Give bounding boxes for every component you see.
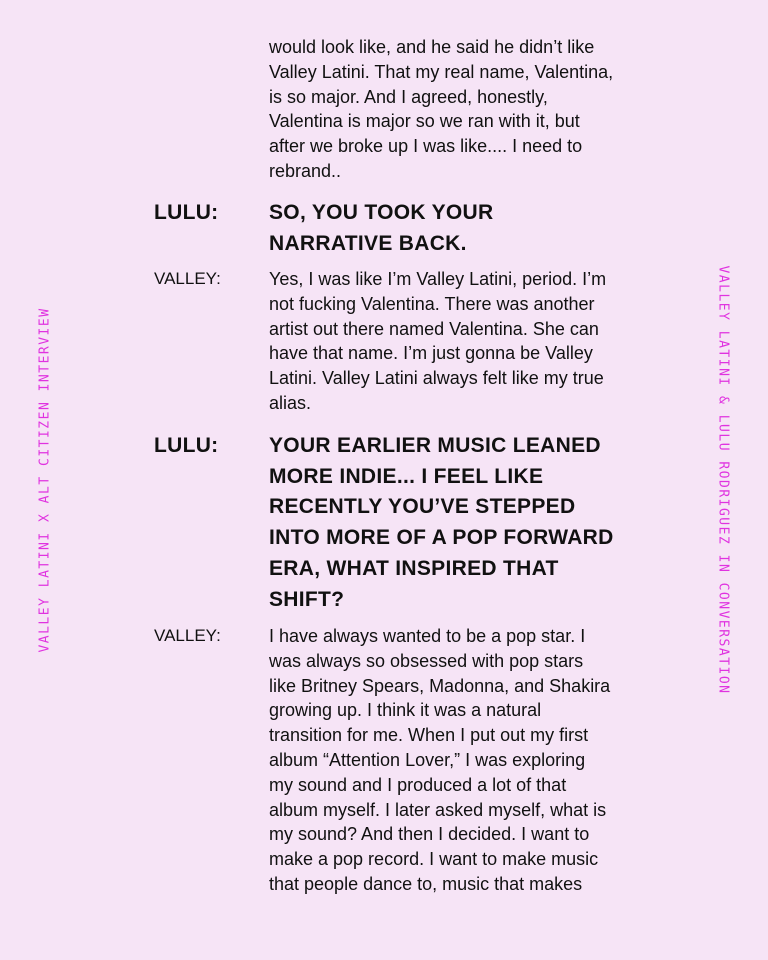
- answer-speaker: VALLEY:: [154, 626, 221, 645]
- question-speaker: LULU:: [154, 201, 219, 224]
- question-text: YOUR EARLIER MUSIC LEANED MORE INDIE... I FEEL LIKE RECENTLY YOU’VE STEPPED INTO MORE OF A POP FORWARD ERA, WHAT INSPIRED THAT SHIFT?: [269, 434, 614, 611]
- side-label-right: VALLEY LATINI & LULU RODRIGUEZ IN CONVERSATION: [715, 265, 731, 695]
- answer-text: Yes, I was like I’m Valley Latini, period. I’m not fucking Valentina. There was another artist out there named Valentina. She can have that name. I’m just gonna be Valley Latini. Valley Latini always felt like my true alias.: [269, 269, 607, 413]
- answer-text: I have always wanted to be a pop star. I was always so obsessed with pop stars like Britney Spears, Madonna, and Shakira growing up. I think it was a natural transition for me. When I put out my first album “Attention Lover,” I was exploring my sound and I produced a lot of that album myself. I later asked myself, what is my sound? And then I decided. I want to make a pop record. I want to make music that people dance to, music that makes: [269, 626, 611, 894]
- intro-paragraph: would look like, and he said he didn’t like Valley Latini. That my real name, Valentina, is so major. And I agreed, honestly, Valentina is major so we ran with it, but after we broke up I was like.... I need to rebrand..: [269, 37, 614, 181]
- question-text: SO, YOU TOOK YOUR NARRATIVE BACK.: [269, 201, 494, 255]
- side-label-left: VALLEY LATINI X ALT CITIZEN INTERVIEW: [37, 307, 53, 653]
- answer-speaker: VALLEY:: [154, 269, 221, 288]
- question-speaker: LULU:: [154, 434, 219, 457]
